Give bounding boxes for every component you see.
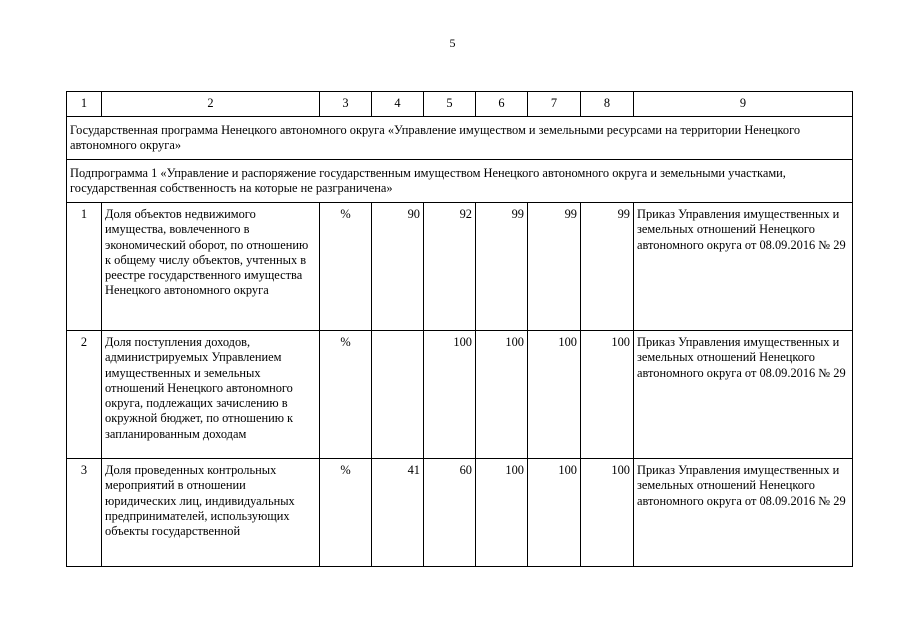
column-header: 5 [424, 92, 476, 117]
indicator-value: 99 [528, 203, 581, 331]
table-row [67, 331, 853, 459]
subprogram-title: Подпрограмма 1 «Управление и распоряжение государственным имуществом Ненецкого автономного округа и земельными участками, государственная собственность на которые не разграничена» [67, 160, 853, 203]
row-number: 1 [67, 203, 102, 331]
indicator-value [372, 331, 424, 459]
row-number: 2 [67, 331, 102, 459]
column-header: 1 [67, 92, 102, 117]
indicator-value: 100 [528, 459, 581, 567]
indicator-name: Доля объектов недвижимого имущества, вовлеченного в экономический оборот, по отношению к общему числу объектов, учтенных в реестре государственного имущества Ненецкого автономного округа [102, 203, 320, 331]
indicator-source: Приказ Управления имущественных и земельных отношений Ненецкого автономного округа от 08.09.2016 № 29 [634, 203, 853, 331]
page-number: 5 [449, 36, 456, 50]
column-header: 3 [320, 92, 372, 117]
indicator-value: 60 [424, 459, 476, 567]
column-header: 9 [634, 92, 853, 117]
indicator-value: 41 [372, 459, 424, 567]
column-header: 6 [476, 92, 528, 117]
indicator-value: 100 [581, 459, 634, 567]
indicator-source: Приказ Управления имущественных и земельных отношений Ненецкого автономного округа от 08.09.2016 № 29 [634, 459, 853, 567]
indicator-unit: % [320, 459, 372, 567]
indicator-value: 90 [372, 203, 424, 331]
header-row [67, 92, 853, 117]
indicator-value: 100 [476, 459, 528, 567]
indicator-name: Доля поступления доходов, администрируемых Управлением имущественных и земельных отношений Ненецкого автономного округа, подлежащих зачислению в окружной бюджет, по отношению к запланированным доходам [102, 331, 320, 459]
subprogram-row [67, 160, 853, 203]
indicator-value: 100 [581, 331, 634, 459]
table-row [67, 203, 853, 331]
indicator-value: 100 [476, 331, 528, 459]
indicator-name: Доля проведенных контрольных мероприятий в отношении юридических лиц, индивидуальных предпринимателей, использующих объекты государственной [102, 459, 320, 567]
indicator-unit: % [320, 203, 372, 331]
indicators-table [66, 91, 853, 567]
column-header: 2 [102, 92, 320, 117]
program-title: Государственная программа Ненецкого автономного округа «Управление имуществом и земельными ресурсами на территории Ненецкого автономного округа» [67, 117, 853, 160]
column-header: 8 [581, 92, 634, 117]
column-header: 7 [528, 92, 581, 117]
indicator-value: 99 [581, 203, 634, 331]
indicator-source: Приказ Управления имущественных и земельных отношений Ненецкого автономного округа от 08.09.2016 № 29 [634, 331, 853, 459]
indicator-value: 92 [424, 203, 476, 331]
indicator-value: 99 [476, 203, 528, 331]
table-row [67, 459, 853, 567]
indicator-unit: % [320, 331, 372, 459]
indicator-value: 100 [528, 331, 581, 459]
column-header: 4 [372, 92, 424, 117]
row-number: 3 [67, 459, 102, 567]
indicator-value: 100 [424, 331, 476, 459]
program-row [67, 117, 853, 160]
